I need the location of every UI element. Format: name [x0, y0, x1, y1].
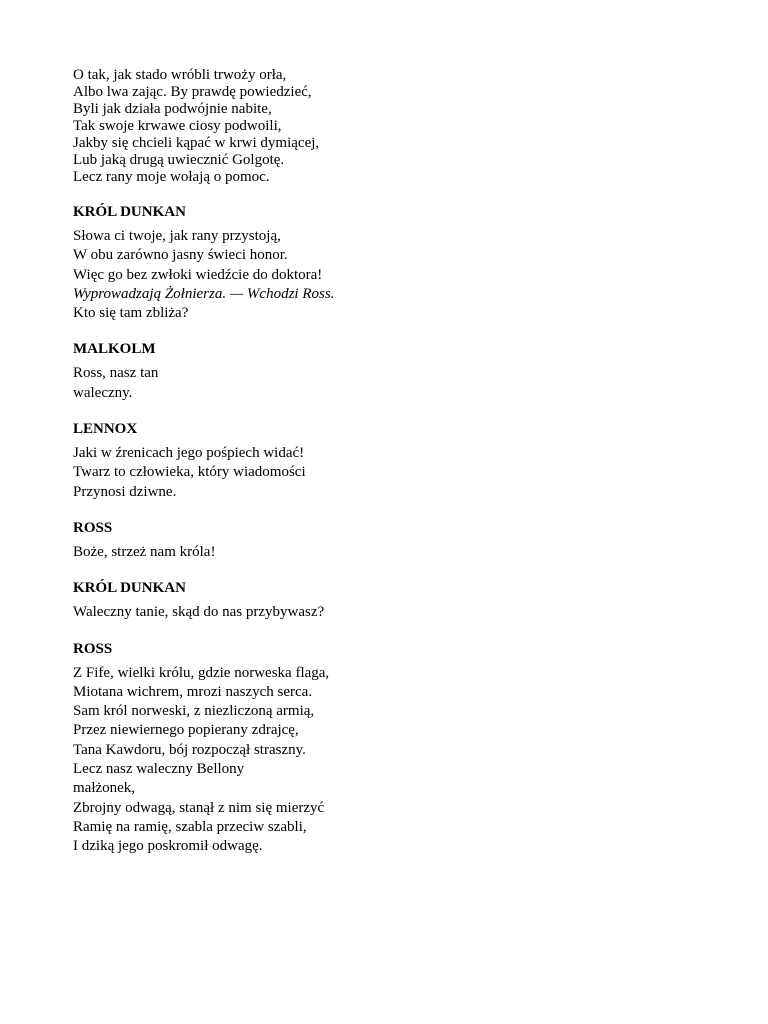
speech-line: Przynosi dziwne. — [73, 483, 177, 500]
verse-line: O tak, jak stado wróbli trwoży orła, — [73, 67, 287, 83]
speech-line: Ross, nasz tan — [73, 365, 159, 382]
speech-block — [73, 203, 713, 323]
speech-line: Lecz nasz waleczny Bellony — [73, 761, 245, 778]
speech-line: Więc go bez zwłoki wiedźcie do doktora! — [73, 266, 323, 283]
speech-line: waleczny. — [73, 384, 133, 401]
speaker-name: ROSS — [73, 640, 113, 657]
speech-block — [73, 420, 713, 502]
dialogue-blocks — [73, 203, 713, 857]
speech-line: I dziką jego poskromił odwagę. — [73, 838, 263, 855]
speech-line: Miotana wichrem, mrozi naszych serca. — [73, 683, 313, 700]
verse-line: Byli jak działa podwójnie nabite, — [73, 101, 272, 117]
speech-text — [73, 444, 713, 502]
speech-text — [73, 603, 713, 622]
speech-line: Jaki w źrenicach jego pośpiech widać! — [73, 445, 305, 462]
stage-direction: Wyprowadzają Żołnierza. — Wchodzi Ross. — [73, 285, 335, 302]
speech-text — [73, 227, 713, 323]
speaker-name: ROSS — [73, 519, 113, 536]
speech-line: Tana Kawdoru, bój rozpoczął straszny. — [73, 741, 306, 758]
verse-line: Tak swoje krwawe ciosy podwoili, — [73, 118, 282, 134]
speech-line: Ramię na ramię, szabla przeciw szabli, — [73, 818, 307, 835]
speech-line: Kto się tam zbliża? — [73, 305, 189, 322]
document-page — [73, 67, 713, 857]
speech-line: Boże, strzeż nam króla! — [73, 543, 216, 560]
verse-line: Jakby się chcieli kąpać w krwi dymiącej, — [73, 135, 320, 151]
speech-line: małżonek, — [73, 780, 136, 797]
speech-block — [73, 519, 713, 562]
speaker-name: KRÓL DUNKAN — [73, 580, 186, 597]
speech-block — [73, 640, 713, 857]
intro-verse — [73, 67, 713, 186]
speaker-name: LENNOX — [73, 421, 138, 438]
speech-line: W obu zarówno jasny świeci honor. — [73, 247, 288, 264]
speech-line: Słowa ci twoje, jak rany przystoją, — [73, 228, 281, 244]
verse-line: Albo lwa zając. By prawdę powiedzieć, — [73, 84, 312, 100]
speech-line: Z Fife, wielki królu, gdzie norweska flaga, — [73, 664, 330, 681]
speech-block — [73, 579, 713, 622]
speech-line: Przez niewiernego popierany zdrajcę, — [73, 722, 299, 739]
speech-line: Zbrojny odwagą, stanął z nim się mierzyć — [73, 799, 325, 816]
verse-line: Lecz rany moje wołają o pomoc. — [73, 169, 270, 185]
speech-line: Twarz to człowieka, który wiadomości — [73, 464, 306, 481]
speech-line: Sam król norweski, z niezliczoną armią, — [73, 703, 315, 720]
speaker-name: MALKOLM — [73, 341, 156, 358]
speech-text — [73, 364, 713, 403]
speech-text — [73, 543, 713, 562]
speech-line: Waleczny tanie, skąd do nas przybywasz? — [73, 604, 325, 621]
speech-block — [73, 340, 713, 403]
speech-text — [73, 664, 713, 857]
verse-line: Lub jaką drugą uwiecznić Golgotę. — [73, 152, 285, 168]
speaker-name: KRÓL DUNKAN — [73, 204, 186, 220]
